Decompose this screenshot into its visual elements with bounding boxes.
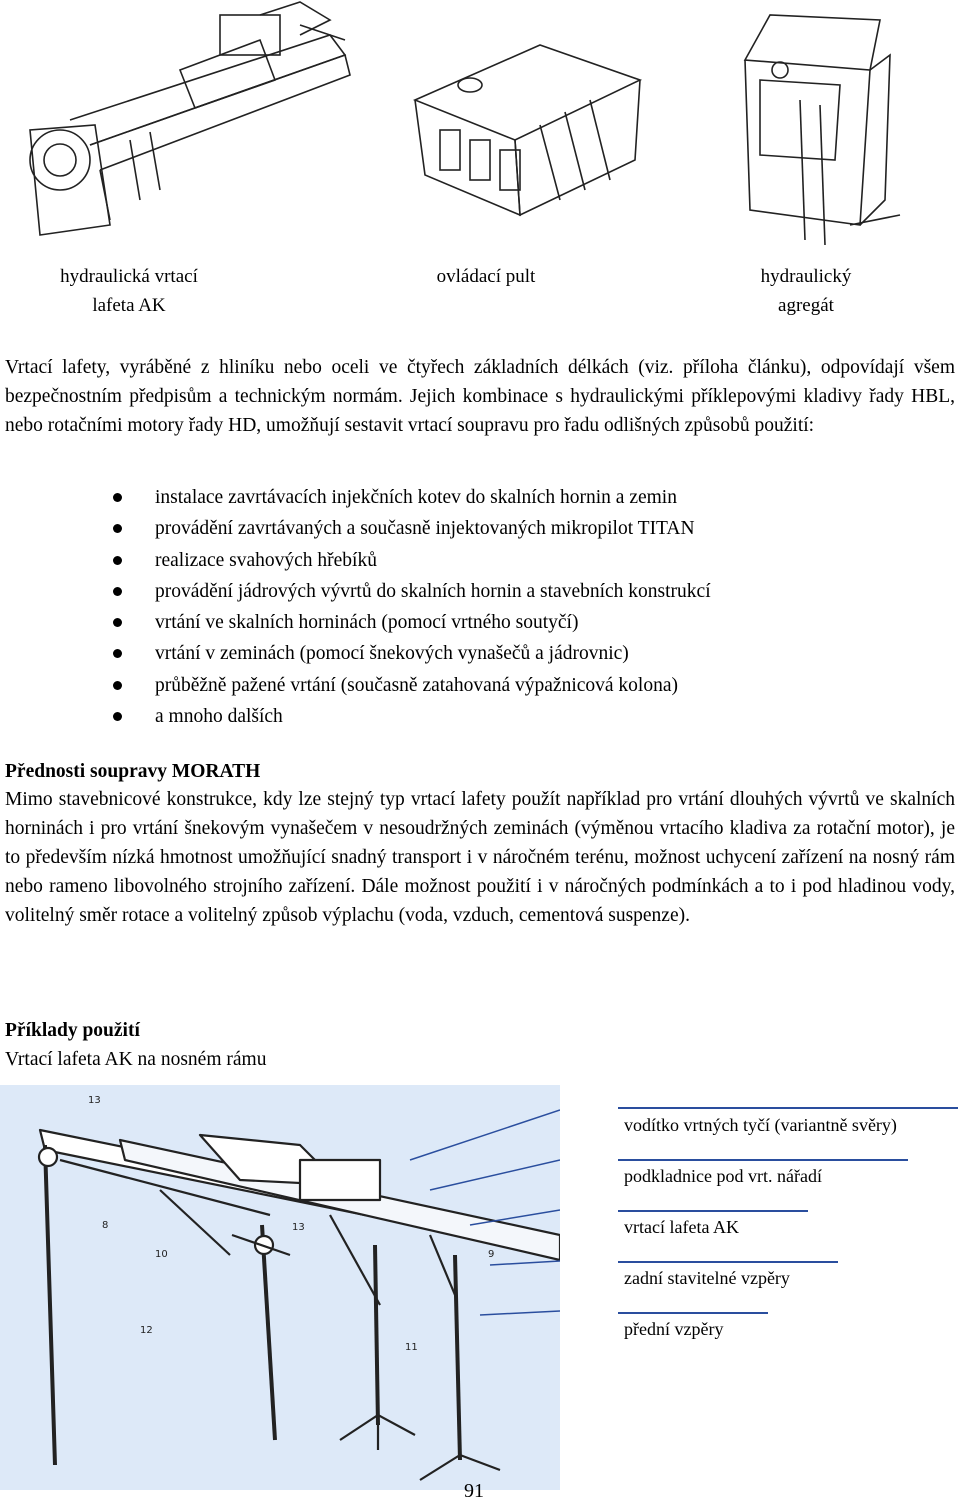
- callout-rear-struts: zadní stavitelné vzpěry: [624, 1268, 790, 1288]
- section-heading-examples: Příklady použití: [5, 1020, 140, 1041]
- callout-line: [618, 1312, 768, 1314]
- list-item: průběžně pažené vrtání (současně zatahovaná výpažnicová kolona): [110, 670, 950, 701]
- callout-line: [618, 1159, 908, 1161]
- list-item: instalace zavrtávacích injekčních kotev do skalních hornin a zemin: [110, 482, 950, 513]
- callout-front-struts: přední vzpěry: [624, 1319, 724, 1339]
- bullet-icon: [113, 524, 122, 533]
- caption-line: hydraulická vrtací: [60, 266, 198, 287]
- caption-drilling-mast: [24, 262, 234, 320]
- caption-line: agregát: [778, 295, 834, 316]
- part-number: 11: [405, 1342, 418, 1353]
- list-item: provádění jádrových vývrtů do skalních hornin a stavebních konstrukcí: [110, 576, 950, 607]
- caption-line: lafeta AK: [92, 295, 166, 316]
- caption-line: hydraulický: [760, 266, 852, 287]
- drilling-mast-drawing: [30, 2, 350, 235]
- bullet-icon: [113, 681, 122, 690]
- callout-rod-guide: vodítko vrtných tyčí (variantně svěry): [624, 1115, 897, 1135]
- caption-line: ovládací pult: [436, 266, 536, 287]
- callout-drilling-mast: vrtací lafeta AK: [624, 1217, 739, 1237]
- list-item: realizace svahových hřebíků: [110, 545, 950, 576]
- bullet-icon: [113, 556, 122, 565]
- section-subheading: Vrtací lafeta AK na nosném rámu: [5, 1049, 267, 1070]
- page-number: 91: [464, 1480, 484, 1502]
- machinery-illustration: [0, 0, 960, 255]
- advantages-paragraph: Mimo stavebnicové konstrukce, kdy lze stejný typ vrtací lafety použít například pro vrtání dlouhých vývrtů ve skalních horninách i pro vrtání šnekovým vynašečem v nesoudržných zeminách (výměnou vrtacího kladiva za rotační motor), je to především nízká hmotnost umožňující snadný transport i v náročném terénu, možnost uchycení zařízení na nosný rám nebo rameno libovolného strojního zařízení. Dále možnost použití i v náročných podmínkách a to i pod hladinou vody, volitelný směr rotace a volitelný způsob výplachu (voda, vzduch, cementová suspenze).: [5, 789, 955, 926]
- drill-rig-diagram: [0, 1085, 560, 1490]
- callout-line: [618, 1261, 838, 1263]
- bullet-icon: [113, 493, 122, 502]
- uses-list: [110, 482, 950, 732]
- hydraulic-unit-drawing: [745, 15, 900, 245]
- part-number: 9: [488, 1249, 495, 1260]
- caption-control-panel: [386, 262, 586, 291]
- part-number: 13: [292, 1222, 305, 1233]
- part-number: 12: [140, 1325, 153, 1336]
- control-panel-drawing: [415, 45, 640, 215]
- bullet-icon: [113, 618, 122, 627]
- bullet-icon: [113, 649, 122, 658]
- callout-line: [618, 1210, 808, 1212]
- part-number: 8: [102, 1220, 109, 1231]
- list-item: provádění zavrtávaných a současně injektovaných mikropilot TITAN: [110, 513, 950, 544]
- list-item: vrtání ve skalních horninách (pomocí vrtného soutyčí): [110, 607, 950, 638]
- list-item: a mnoho dalších: [110, 701, 950, 732]
- intro-paragraph: Vrtací lafety, vyráběné z hliníku nebo oceli ve čtyřech základních délkách (viz. příloha článku), odpovídají všem bezpečnostním předpisům a technickým normám. Jejich kombinace s hydraulickými příklepovými kladivy řady HBL, nebo rotačními motory řady HD, umožňují sestavit vrtací soupravu pro řadu odlišných způsobů použití:: [5, 357, 955, 436]
- list-item: vrtání v zeminách (pomocí šnekových vynašečů a jádrovnic): [110, 638, 950, 669]
- bullet-icon: [113, 712, 122, 721]
- section-heading-advantages: Přednosti soupravy MORATH: [5, 761, 261, 782]
- caption-hydraulic-unit: [720, 262, 892, 320]
- part-number: 13: [88, 1095, 101, 1106]
- bullet-icon: [113, 587, 122, 596]
- callout-tool-pad: podkladnice pod vrt. nářadí: [624, 1166, 822, 1186]
- part-number: 10: [155, 1249, 168, 1260]
- callout-line: [618, 1107, 958, 1109]
